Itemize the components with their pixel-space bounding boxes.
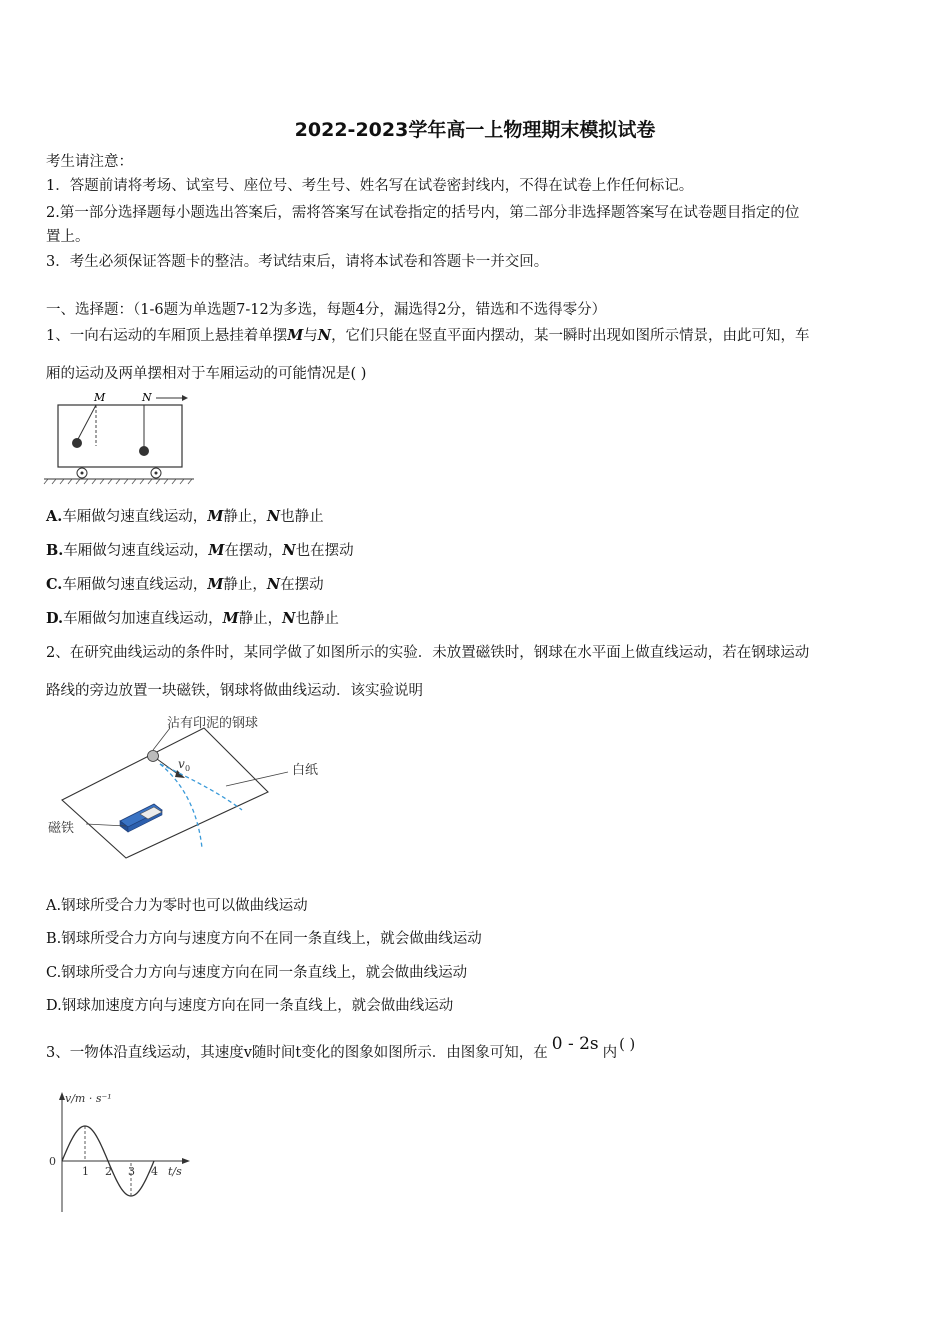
fig-label-steel-ball: 沾有印泥的钢球 [167,716,259,731]
q1-option-d: D.车厢做匀加速直线运动，M静止，N也静止 [46,610,339,627]
fig-label-v-subscript: 0 [185,764,191,773]
q3-velocity-time-chart [44,1088,194,1218]
q2-option-b: B.钢球所受合力方向与速度方向不在同一条直线上，就会做曲线运动 [46,931,482,947]
fig-label-magnet: 磁铁 [48,821,75,836]
q2-line-2: 路线的旁边放置一块磁铁，钢球将做曲线运动．该实验说明 [46,683,423,699]
q3-interval: 0 - 2s [551,1034,599,1054]
chart-y-label: v/m · s⁻¹ [65,1092,112,1105]
x-tick-label: 4 [151,1165,158,1178]
q1-option-b: B.车厢做匀速直线运动，M在摆动，N也在摆动 [46,542,354,559]
notice-item-1: 1．答题前请将考场、试室号、座位号、考生号、姓名写在试卷密封线内，不得在试卷上作任何标记。 [46,178,694,194]
q2-option-a: A.钢球所受合力为零时也可以做曲线运动 [46,898,308,914]
x-tick-label: 3 [128,1165,135,1178]
fig-label-white-paper: 白纸 [292,763,319,778]
notice-item-3: 3．考生必须保证答题卡的整洁。考试结束后，请将本试卷和答题卡一并交回。 [46,254,549,270]
chart-origin-label: 0 [49,1155,56,1168]
q2-magnet-figure [44,708,344,868]
section-heading: 一、选择题：（1-6题为单选题7-12为多选，每题4分，漏选得2分，错选和不选得零分） [46,302,607,318]
q2-line-1: 2、在研究曲线运动的条件时，某同学做了如图所示的实验．未放置磁铁时，钢球在水平面上做直线运动，若在钢球运动 [46,645,810,661]
q3-line: 3、一物体沿直线运动，其速度v随时间t变化的图象如图所示．由图象可知，在 0 - 2s 内 ( ) [46,1034,636,1061]
notice-heading: 考生请注意： [46,154,133,170]
chart-x-label: t/s [168,1165,182,1178]
q2-option-c: C.钢球所受合力方向与速度方向在同一条直线上，就会做曲线运动 [46,965,468,981]
notice-item-2-line-1: 2.第一部分选择题每小题选出答案后，需将答案写在试卷指定的括号内，第二部分非选择题答案写在试卷题目指定的位 [46,205,800,221]
q1-option-c: C.车厢做匀速直线运动，M静止，N在摆动 [46,576,324,593]
fig-label-n: N [142,391,152,404]
x-tick-label: 2 [105,1165,112,1178]
q1-line-2: 厢的运动及两单摆相对于车厢运动的可能情况是( ) [46,366,367,382]
x-tick-label: 1 [82,1165,89,1178]
q1-line-1: 1、一向右运动的车厢顶上悬挂着单摆M与N，它们只能在竖直平面内摆动，某一瞬时出现如图所示情景，由此可知，车 [46,327,810,344]
page-title: 2022-2023学年高一上物理期末模拟试卷 [294,119,656,141]
q3-paren: ( ) [619,1037,636,1053]
fig-label-v: v [178,757,185,771]
q1-option-a: A.车厢做匀速直线运动，M静止，N也静止 [46,508,324,525]
q2-option-d: D.钢球加速度方向与速度方向在同一条直线上，就会做曲线运动 [46,998,454,1014]
fig-label-m: M [94,391,106,404]
q1-pendulum-figure [44,388,194,488]
notice-item-2-line-2: 置上。 [46,229,90,245]
